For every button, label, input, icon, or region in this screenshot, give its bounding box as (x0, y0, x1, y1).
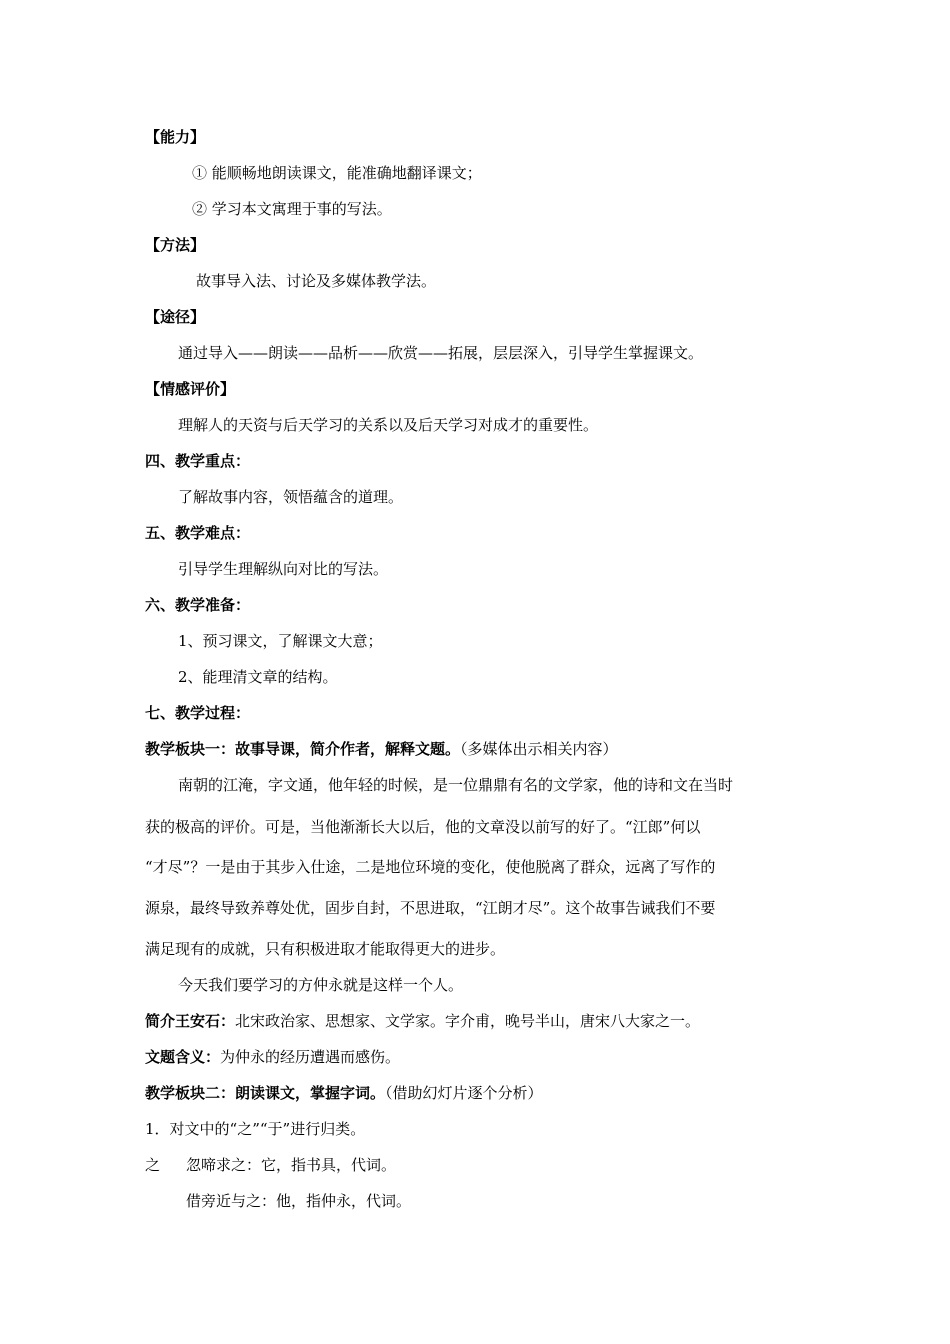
exercise-item-1: 1．对文中的“之”“于”进行归类。 (145, 1120, 366, 1138)
block-2-note: （借助幻灯片逐个分析） (385, 1084, 543, 1102)
preparation-item-1: 1、预习课文，了解课文大意； (178, 632, 383, 650)
block-1-heading (145, 739, 618, 759)
block-1-note: （多媒体出示相关内容） (460, 740, 618, 758)
zhi-label: 之 (145, 1156, 161, 1174)
title-meaning-text: 为仲永的经历遭遇而感伤。 (220, 1048, 401, 1066)
approach-text: 通过导入——朗读——品析——欣赏——拓展，层层深入，引导学生掌握课文。 (178, 344, 704, 362)
zhi-example-2: 借旁近与之：他，指仲永，代词。 (186, 1192, 412, 1210)
heading-difficulties: 五、教学难点： (145, 524, 251, 542)
block-1-title: 教学板块一：故事导课，简介作者，解释文题。 (145, 740, 461, 758)
intro-paragraph: 今天我们要学习的方仲永就是这样一个人。 (178, 976, 464, 994)
story-paragraph-line-4: 源泉，最终导致养尊处优，固步自封，不思进取，“江朗才尽”。这个故事告诫我们不要 (145, 899, 716, 917)
author-intro (145, 1011, 700, 1031)
heading-approach: 【途径】 (145, 308, 206, 326)
story-paragraph-line-3: “才尽”？一是由于其步入仕途，二是地位环境的变化，使他脱离了群众，远离了写作的 (145, 858, 716, 876)
preparation-item-2: 2、能理清文章的结构。 (178, 668, 338, 686)
title-meaning-label: 文题含义： (145, 1048, 221, 1066)
block-2-heading (145, 1083, 543, 1103)
title-meaning (145, 1047, 400, 1067)
zhi-example-1: 忽啼求之：它，指书具，代词。 (186, 1156, 397, 1174)
heading-ability: 【能力】 (145, 128, 206, 146)
block-2-title: 教学板块二：朗读课文，掌握字词。 (145, 1084, 386, 1102)
heading-process: 七、教学过程： (145, 704, 251, 722)
emotion-text: 理解人的天资与后天学习的关系以及后天学习对成才的重要性。 (178, 416, 599, 434)
ability-item-2: ② 学习本文寓理于事的写法。 (192, 200, 392, 218)
author-intro-text: 北宋政治家、思想家、文学家。字介甫，晚号半山，唐宋八大家之一。 (235, 1012, 701, 1030)
story-paragraph-line-5: 满足现有的成就，只有积极进取才能取得更大的进步。 (145, 940, 506, 958)
method-text: 故事导入法、讨论及多媒体教学法。 (196, 272, 437, 290)
author-intro-label: 简介王安石： (145, 1012, 236, 1030)
story-paragraph-line-2: 获的极高的评价。可是，当他渐渐长大以后，他的文章没以前写的好了。“江郎”何以 (145, 818, 701, 836)
ability-item-1: ① 能顺畅地朗读课文，能准确地翻译课文； (192, 164, 482, 182)
story-paragraph-line-1: 南朝的江淹，字文通，他年轻的时候，是一位鼎鼎有名的文学家，他的诗和文在当时 (178, 776, 734, 794)
heading-key-points: 四、教学重点： (145, 452, 251, 470)
heading-preparation: 六、教学准备： (145, 596, 251, 614)
heading-method: 【方法】 (145, 236, 206, 254)
difficulties-text: 引导学生理解纵向对比的写法。 (178, 560, 389, 578)
heading-emotion: 【情感评价】 (145, 380, 236, 398)
key-points-text: 了解故事内容，领悟蕴含的道理。 (178, 488, 404, 506)
